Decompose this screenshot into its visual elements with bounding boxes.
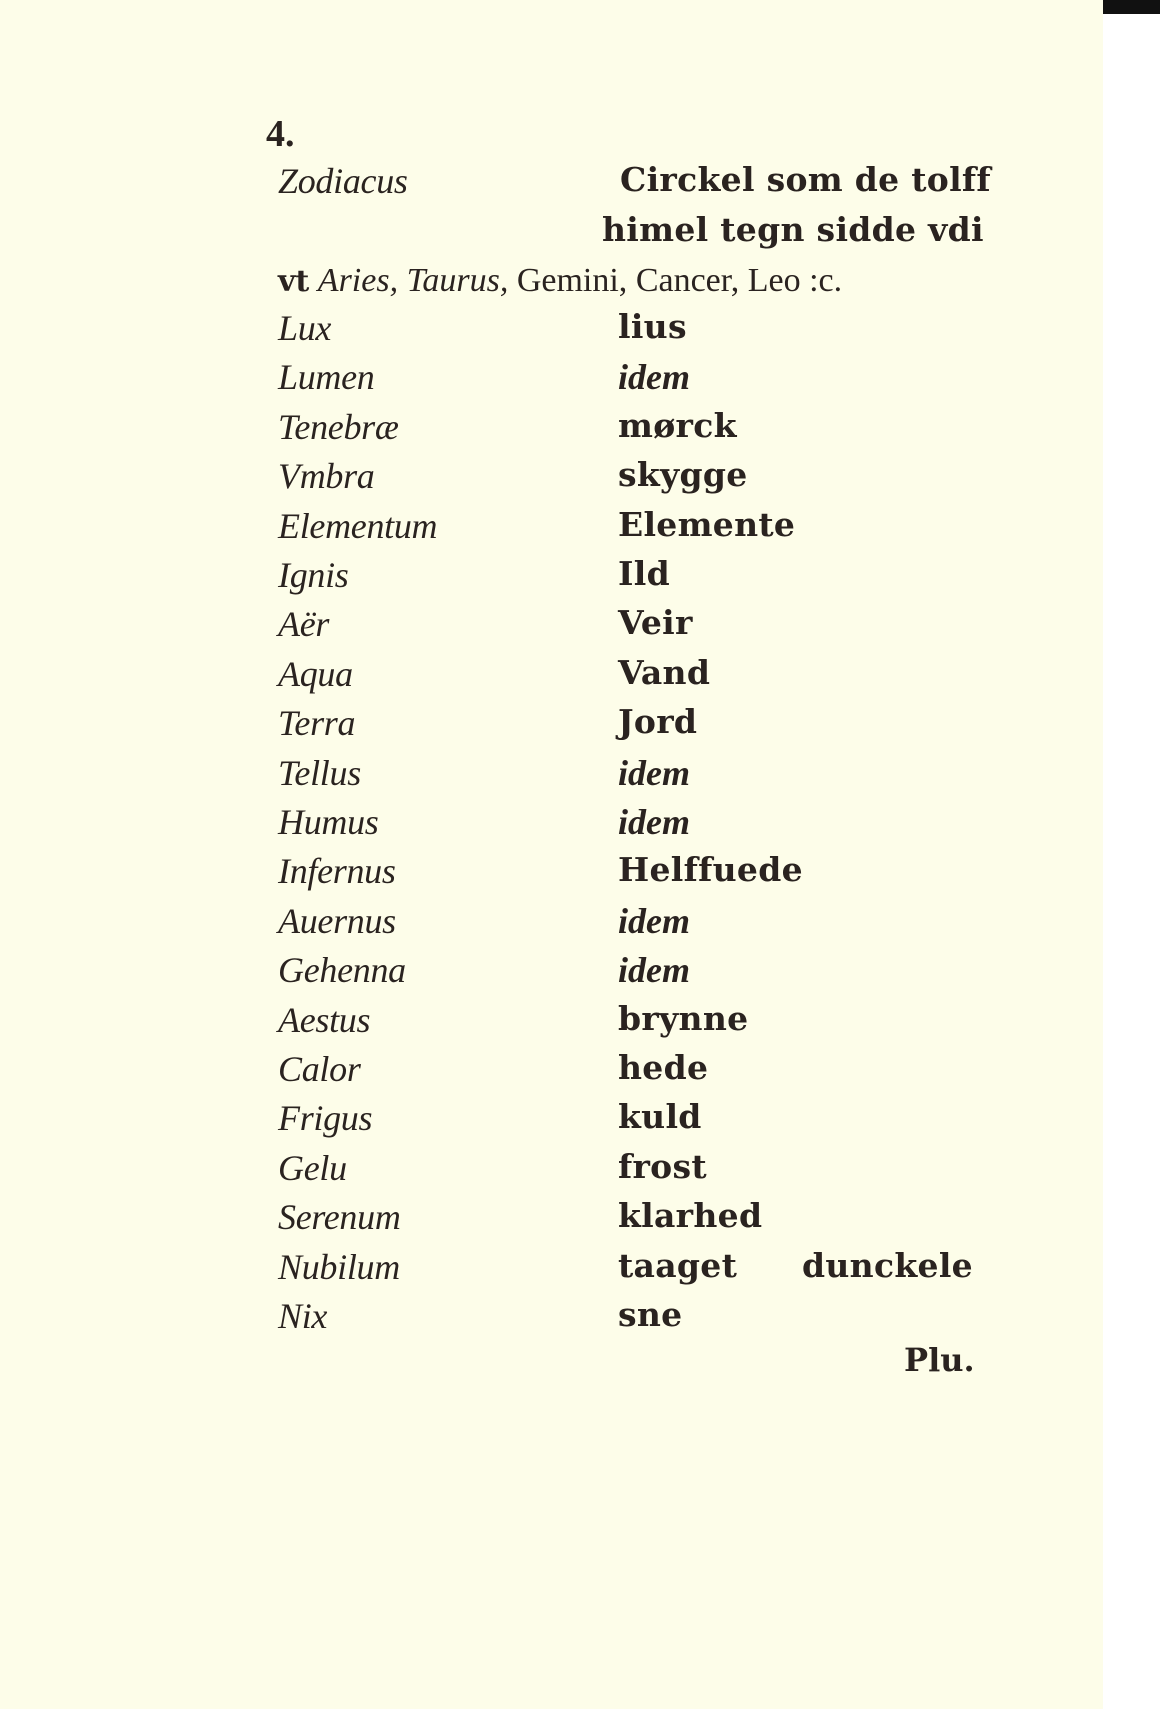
entry-danish: idem [618, 357, 690, 397]
entry-latin: Aër [278, 604, 330, 644]
entry-latin-zodiacus: Zodiacus [278, 161, 408, 201]
entry-danish: Vand [618, 653, 711, 692]
entry-danish: kuld [618, 1097, 702, 1136]
entry-latin: Serenum [278, 1197, 401, 1237]
entry-danish: klarhed [618, 1196, 763, 1235]
entry-latin: Lumen [278, 357, 375, 397]
entry-danish: brynne [618, 999, 749, 1038]
entry-latin: Lux [278, 308, 332, 348]
entry-latin: Tenebræ [278, 407, 399, 447]
entry-latin: Aestus [278, 1000, 371, 1040]
entry-latin: Gehenna [278, 950, 406, 990]
example-leo: Leo [747, 262, 801, 299]
example-prefix: vt [278, 264, 310, 299]
entry-latin: Aqua [278, 654, 353, 694]
entry-latin: Elementum [278, 506, 438, 546]
catchword: Plu. [904, 1341, 975, 1379]
entry-danish: mørck [618, 406, 737, 445]
entry-danish: idem [618, 802, 690, 842]
entry-danish: idem [618, 901, 690, 941]
entry-danish: taaget [618, 1246, 738, 1285]
entry-danish: Ild [618, 554, 670, 593]
example-gemini: Gemini, [516, 262, 628, 299]
entry-latin: Ignis [278, 555, 349, 595]
entry-latin: Humus [278, 802, 379, 842]
entry-latin: Auernus [278, 901, 396, 941]
entry-danish: idem [618, 753, 690, 793]
entry-danish: Helffuede [618, 850, 803, 889]
entry-danish-zodiacus-line2: himel tegn sidde vdi [602, 210, 984, 249]
zodiac-example-line [278, 264, 842, 298]
entry-danish: Veir [618, 603, 693, 642]
entry-latin: Infernus [278, 851, 396, 891]
entry-latin: Terra [278, 703, 356, 743]
entry-latin: Gelu [278, 1148, 347, 1188]
entry-danish: idem [618, 950, 690, 990]
entry-danish: sne [618, 1295, 683, 1334]
entry-danish: Jord [618, 702, 698, 741]
example-aries-taurus: Aries, Taurus, [317, 262, 509, 299]
scan-edge-mark [1103, 0, 1160, 14]
entry-danish: Elemente [618, 505, 796, 544]
entry-latin: Nix [278, 1296, 328, 1336]
entry-latin: Tellus [278, 753, 361, 793]
entry-danish-extra: dunckele [802, 1246, 973, 1285]
example-cancer: Cancer, [635, 262, 740, 299]
entry-danish-zodiacus-line1: Circkel som de tolff [620, 160, 991, 199]
entry-latin: Nubilum [278, 1247, 400, 1287]
example-etc: :c. [809, 262, 843, 299]
page-number: 4. [266, 113, 295, 155]
entry-latin: Vmbra [278, 456, 375, 496]
entry-danish: skygge [618, 455, 748, 494]
entry-latin: Frigus [278, 1098, 373, 1138]
entry-danish: hede [618, 1048, 709, 1087]
entry-latin: Calor [278, 1049, 361, 1089]
entry-danish: lius [618, 307, 687, 346]
entry-danish: frost [618, 1147, 707, 1186]
